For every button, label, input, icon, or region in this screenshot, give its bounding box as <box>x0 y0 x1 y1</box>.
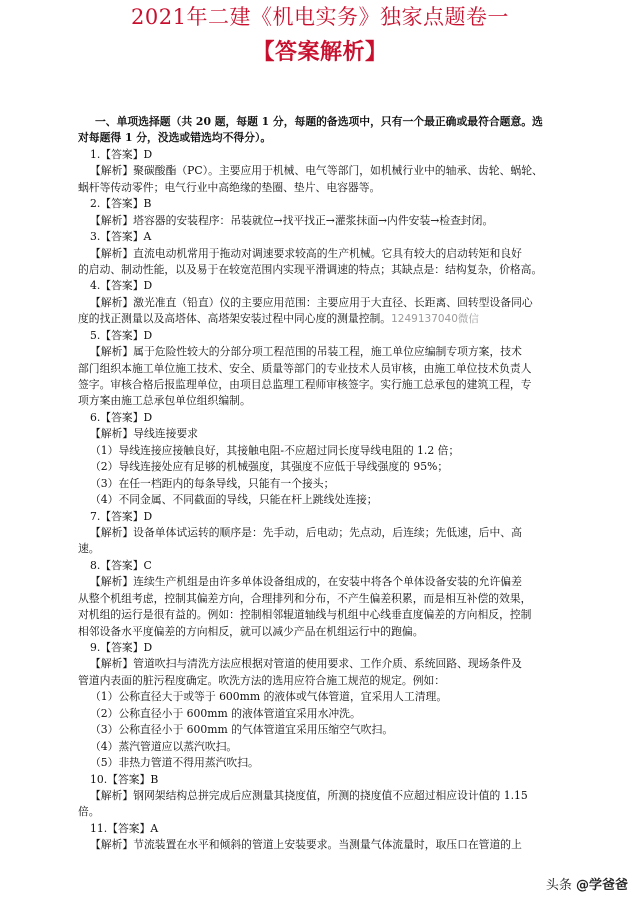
line-text: 2.【答案】B <box>90 197 152 211</box>
line-text: 【解析】设备单体试运转的顺序是：先手动，后电动；先点动，后连续；先低速，后中、高 <box>90 525 522 539</box>
text-line <box>78 196 568 212</box>
text-line <box>78 492 568 508</box>
text-line <box>78 311 568 327</box>
line-text: （4）蒸汽管道应以蒸汽吹扫。 <box>90 739 238 753</box>
text-line <box>78 541 568 557</box>
line-text: 【解析】导线连接要求 <box>90 427 198 441</box>
line-text: （2）公称直径小于 600mm 的液体管道宜采用水冲洗。 <box>90 706 361 720</box>
text-line <box>78 656 568 672</box>
line-text: （1）导线连接应接触良好，其接触电阻-不应超过同长度导线电阻的 1.2 倍； <box>90 443 460 457</box>
line-text: （1）公称直径大于或等于 600mm 的液体或气体管道，宜采用人工清理。 <box>90 690 448 704</box>
text-line <box>78 344 568 360</box>
text-line <box>78 772 568 788</box>
text-line <box>78 295 568 311</box>
line-text: 签字。审核合格后报监理单位，由项目总监理工程师审核签字。实行施工总承包的建筑工程，专 <box>78 378 532 391</box>
text-line <box>78 459 568 475</box>
line-text: 10.【答案】B <box>90 772 159 786</box>
line-text: 1.【答案】D <box>90 147 153 161</box>
text-line <box>78 574 568 590</box>
text-line <box>78 377 568 393</box>
text-line <box>78 591 568 607</box>
text-line <box>78 426 568 442</box>
line-text: 【解析】激光准直（铅直）仪的主要应用范围：主要应用于大直径、长距离、回转型设备同心 <box>90 295 533 309</box>
text-line <box>78 673 568 689</box>
line-text: 5.【答案】D <box>90 328 153 342</box>
text-line <box>78 130 568 146</box>
line-text: 度的找正测量以及高塔体、高塔架安装过程中同心度的测量控制。 <box>78 312 392 326</box>
line-text: 【解析】钢网架结构总拼完成后应测量其挠度值，所测的挠度值不应超过相应设计值的 1.15 <box>90 788 528 802</box>
text-line <box>78 509 568 525</box>
text-line <box>78 114 568 130</box>
line-text: 【解析】直流电动机常用于拖动对调速要求较高的生产机械。它具有较大的启动转矩和良好 <box>90 246 522 260</box>
line-text: 【解析】塔容器的安装程序：吊装就位→找平找正→灌浆抹面→内件安装→检查封闭。 <box>90 213 494 227</box>
text-line <box>78 328 568 344</box>
text-line <box>78 706 568 722</box>
text-line <box>78 361 568 377</box>
text-line <box>78 739 568 755</box>
text-line <box>78 393 568 409</box>
line-text: （3）在任一档距内的每条导线，只能有一个接头； <box>90 476 335 490</box>
line-text: 11.【答案】A <box>90 821 159 835</box>
text-line <box>78 837 568 853</box>
page-subtitle: 【答案解析】 <box>252 39 388 65</box>
line-text: 项方案由施工总承包单位组织编制。 <box>78 394 251 408</box>
text-line <box>78 607 568 623</box>
text-line <box>78 180 568 196</box>
line-text: 【解析】连续生产机组是由许多单体设备组成的，在安装中将各个单体设备安装的允许偏差 <box>90 575 522 589</box>
line-text: 从整个机组考虑，控制其偏差方向，合理排列和分布，不产生偏差积累，而是相互补偿的效果， <box>78 591 532 605</box>
text-line <box>78 443 568 459</box>
line-text: 速。 <box>78 542 100 556</box>
line-text: （3）公称直径小于 600mm 的气体管道宜采用压缩空气吹扫。 <box>90 723 394 737</box>
line-text: 的启动、制动性能，以及易于在较宽范围内实现平滑调速的特点；其缺点是：结构复杂，价格高。 <box>78 262 543 276</box>
text-line <box>78 147 568 163</box>
text-line <box>78 163 568 179</box>
text-line <box>78 278 568 294</box>
line-text: 3.【答案】A <box>90 230 152 244</box>
line-text: 【解析】聚碳酸酯（PC）。主要应用于机械、电气等部门，如机械行业中的轴承、齿轮、蜗轮、 <box>90 164 543 178</box>
text-line <box>78 788 568 804</box>
line-text: 倍。 <box>78 805 100 819</box>
line-text: 6.【答案】D <box>90 410 153 424</box>
line-text: 部门组织本施工单位施工技术、安全、质量等部门的专业技术人员审核，由施工单位技术负责人 <box>78 361 532 375</box>
line-text: 蜗杆等传动零件；电气行业中高绝缘的垫圈、垫片、电容器等。 <box>78 180 381 194</box>
line-text: （5）非热力管道不得用蒸汽吹扫。 <box>90 756 259 770</box>
text-line <box>78 804 568 820</box>
text-line <box>78 558 568 574</box>
line-text: 4.【答案】D <box>90 279 153 293</box>
text-line <box>78 410 568 426</box>
line-text: （2）导线连接处应有足够的机械强度，其强度不应低于导线强度的 95%； <box>90 460 449 474</box>
line-text: 9.【答案】D <box>90 641 153 654</box>
line-text: 【解析】节流装置在水平和倾斜的管道上安装要求。当测量气体流量时，取压口在管道的上 <box>90 838 522 852</box>
text-line <box>78 525 568 541</box>
line-text: 【解析】属于危险性较大的分部分项工程范围的吊装工程，施工单位应编制专项方案，技术 <box>90 345 522 359</box>
line-text: 一、单项选择题（共 20 题，每题 1 分，每题的备选项中，只有一个最正确或最符合题意。选 <box>95 115 543 128</box>
page-title: 2021年二建《机电实务》独家点题卷一 <box>131 5 509 29</box>
watermark-text: 1249137040微信 <box>391 313 479 326</box>
line-text: （4）不同金属、不同截面的导线，只能在杆上跳线处连接； <box>90 493 378 507</box>
text-line <box>78 755 568 771</box>
line-text: 管道内表面的脏污程度确定。吹洗方法的选用应符合施工规范的规定。例如： <box>78 673 446 687</box>
line-text: 对每题得 1 分，没选或错选均不得分）。 <box>78 131 272 145</box>
text-line <box>78 821 568 837</box>
source-handle: @学爸爸 <box>575 878 628 893</box>
line-text: 【解析】管道吹扫与清洗方法应根据对管道的使用要求、工作介质、系统回路、现场条件及 <box>90 657 522 671</box>
text-line <box>78 229 568 245</box>
text-line <box>78 722 568 738</box>
source-prefix: 头条 <box>545 878 572 893</box>
line-text: 8.【答案】C <box>90 558 152 572</box>
text-line <box>78 689 568 705</box>
line-text: 7.【答案】D <box>90 509 153 523</box>
answer-content <box>78 114 568 854</box>
text-line <box>78 262 568 278</box>
text-line <box>78 213 568 229</box>
line-text: 相邻设备水平度偏差的方向相反，就可以减少产品在机组运行中的跑偏。 <box>78 624 424 638</box>
text-line <box>78 476 568 492</box>
text-line <box>78 624 568 640</box>
text-line <box>78 246 568 262</box>
text-line <box>78 640 568 656</box>
source-watermark <box>546 874 628 893</box>
line-text: 对机组的运行是很有益的。例如：控制相邻辊道轴线与机组中心线垂直度偏差的方向相反，控制 <box>78 608 532 622</box>
